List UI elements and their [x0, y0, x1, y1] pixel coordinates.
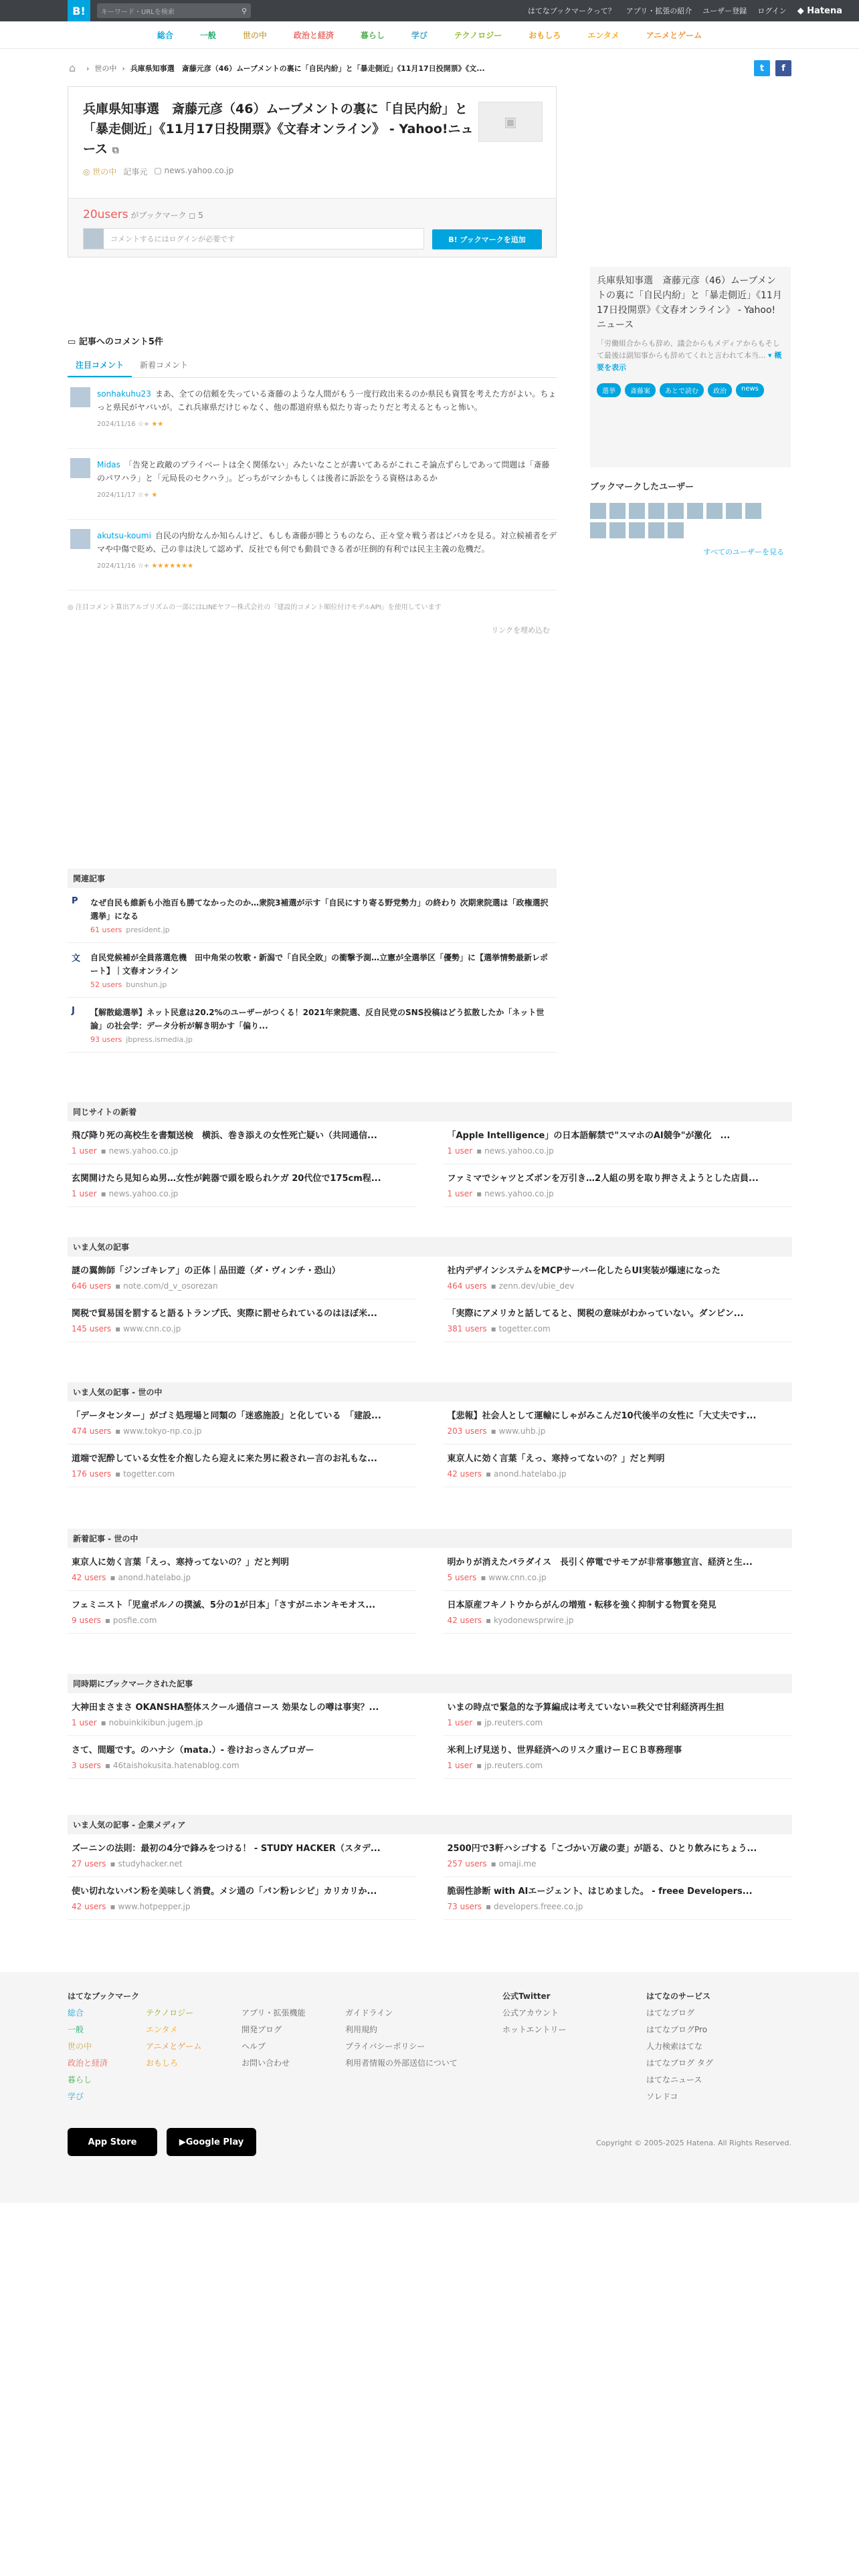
summary-desc: 「労働組合からも辞め、議会からもメディアからもそして最後は副知事からも辞めてくれと言われて本当... ▾ 概要を表示 — [597, 339, 782, 372]
footer-link[interactable]: プライバシーポリシー — [345, 2042, 425, 2051]
feed-heading: いま人気の記事 — [68, 1237, 792, 1257]
add-bookmark-button[interactable]: B! ブックマークを追加 — [432, 229, 542, 249]
favicon: ▪ — [100, 1718, 109, 1727]
feed-item-title[interactable]: 「実際にアメリカと話してると、関税の意味がわかっていない。ダンピン... — [447, 1309, 744, 1319]
avatar[interactable] — [70, 458, 90, 478]
comment-date[interactable]: 2024/11/16 — [97, 421, 136, 428]
register-link[interactable]: ユーザー登録 — [702, 7, 747, 15]
comment-item — [68, 520, 557, 591]
facebook-icon[interactable]: f — [775, 60, 791, 76]
footer-link[interactable]: 総合 — [68, 2008, 84, 2018]
twitter-icon[interactable]: t — [754, 60, 770, 76]
domain[interactable]: anond.hatelabo.jp — [118, 1573, 191, 1582]
feed-item — [444, 1402, 793, 1444]
domain[interactable]: www.cnn.co.jp — [123, 1324, 181, 1333]
footer-link[interactable]: ホットエントリー — [502, 2025, 567, 2034]
users-count[interactable]: 42 users — [447, 1469, 482, 1479]
tab-new-comments[interactable]: 新着コメント — [140, 360, 189, 370]
hatena-logo[interactable]: ◆ Hatena — [797, 5, 842, 16]
tag[interactable]: news — [736, 383, 764, 397]
comment-user[interactable]: akutsu-koumi — [97, 531, 151, 540]
domain[interactable]: studyhacker.net — [118, 1859, 183, 1868]
domain[interactable]: jp.reuters.com — [484, 1761, 543, 1770]
apps-link[interactable]: アプリ・拡張の紹介 — [626, 7, 692, 15]
user-avatar[interactable] — [590, 522, 606, 538]
footer-link[interactable]: エンタメ — [146, 2025, 178, 2034]
avatar — [84, 229, 104, 249]
feed-item-title[interactable]: 2500円で3軒ハシゴする「こづかい万歳の妻」が語る、ひとり飲みにちょう... — [447, 1844, 757, 1854]
user-avatar[interactable] — [726, 503, 742, 519]
feed-item-title[interactable]: ファミマでシャツとズボンを万引き…2人組の男を取り押さえようとした店員... — [447, 1174, 759, 1184]
comments-heading: ▭ 記事へのコメント5件 — [68, 337, 163, 347]
comment-meta — [97, 418, 557, 431]
category-tab[interactable]: 学び — [411, 30, 427, 40]
users-count[interactable]: 42 users — [447, 1616, 482, 1625]
related-title[interactable]: 自民党候補が全員落選危機 田中角栄の牧歌・新潟で「自民全敗」の衝撃予測…立憲が全選挙区「優勢」に【選挙情勢最新レポート】｜文春オンライン — [90, 953, 549, 976]
favicon: ▪ — [100, 1146, 109, 1156]
app-store-badge[interactable]: App Store — [68, 2128, 157, 2156]
users-count[interactable]: 257 users — [447, 1859, 487, 1868]
users-count[interactable]: 9 users — [72, 1616, 101, 1625]
avatar[interactable] — [70, 387, 90, 407]
feed-item-title[interactable]: 日本原産フキノトウからがんの増殖・転移を強く抑制する物質を発見 — [447, 1600, 717, 1610]
footer — [0, 1972, 859, 2203]
tag[interactable]: 斎藤案 — [625, 383, 656, 397]
feed-item — [68, 1257, 417, 1299]
domain[interactable]: note.com/d_v_osorezan — [123, 1281, 218, 1291]
site-favicon: J — [72, 1006, 75, 1016]
feed-item — [444, 1299, 793, 1342]
related-item — [68, 888, 557, 943]
related-heading: 関連記事 — [68, 869, 557, 888]
favicon: ▪ — [486, 1469, 494, 1479]
entry-thumbnail[interactable]: ▣ — [478, 102, 543, 142]
feed-item — [444, 1548, 793, 1591]
comment-text: 自民の内紛なんか知らんけど、もしも斎藤が勝とうものなら、正々堂々戦う者はどバカを見る。対立候補者をデマや中傷で貶め、己の非は決して認めず、反社でも何でも動員できる者が圧倒的有利では民主主義の危機だ。 — [97, 531, 557, 554]
copyright: Copyright © 2005-2025 Hatena. All Rights Reserved. — [595, 2139, 791, 2147]
favicon: ▪ — [476, 1146, 485, 1156]
feed-section — [68, 1674, 792, 1779]
user-avatar[interactable] — [629, 522, 645, 538]
footer-col-bookmark: はてなブックマーク 総合 一般 世の中 政治と経済 暮らし 学び — [68, 1988, 139, 2105]
all-users-link[interactable]: すべてのユーザーを見る — [703, 548, 784, 556]
related-info — [90, 980, 553, 989]
search-box[interactable] — [97, 3, 251, 18]
breadcrumb: ⌂ › 世の中 › 兵庫県知事選 斎藤元彦（46）ムーブメントの裏に「自民内紛」と「暴走側近」《11月17日投開票》《文... t f — [69, 60, 791, 76]
feed-item-title[interactable]: 「Apple Intelligence」の日本語解禁で"スマホのAI競争"が激化 ... — [447, 1131, 731, 1141]
tab-popular-comments[interactable]: 注目コメント — [68, 354, 132, 377]
domain[interactable]: anond.hatelabo.jp — [493, 1469, 567, 1479]
feed-item-title[interactable]: さて、間題です。のハナシ（mata.）- 巻けおっさんブロガー — [72, 1745, 314, 1755]
comments-section — [68, 334, 557, 635]
feed-item — [68, 1736, 417, 1779]
feed-item-title[interactable]: ズーニンの法則：最初の4分で鋒みをつける！ - STUDY HACKER（スタデ... — [72, 1844, 381, 1854]
breadcrumb-category[interactable]: 世の中 — [94, 64, 117, 73]
tag[interactable]: 政治 — [708, 383, 732, 397]
feed-item — [444, 1257, 793, 1299]
favicon: ▪ — [490, 1324, 499, 1333]
favicon: ▪ — [110, 1902, 118, 1911]
user-avatar[interactable] — [629, 503, 645, 519]
favicon: ▪ — [476, 1718, 485, 1727]
feed-item — [68, 1121, 417, 1164]
footer-col-policies — [345, 2005, 458, 2072]
users-count[interactable]: 42 users — [72, 1902, 106, 1911]
comment-meta — [97, 560, 557, 573]
domain[interactable]: bunshun.jp — [126, 980, 167, 989]
feed-item-title[interactable]: 大神田まさまさ OKANSHA整体スクール通信コース 効果なしの噂は事実？... — [72, 1703, 379, 1713]
comment-date[interactable]: 2024/11/16 — [97, 562, 136, 570]
domain[interactable]: news.yahoo.co.jp — [108, 1146, 179, 1156]
feed-section — [68, 1815, 792, 1920]
footer-link[interactable]: ソレドコ — [646, 2092, 678, 2101]
entry-title[interactable]: 兵庫県知事選 斎藤元彦（46）ムーブメントの裏に「自民内紛」と「暴走側近」《11月17日投開票》《文春オンライン》 - Yahoo!ニュース ⧉ — [83, 102, 474, 156]
footer-link[interactable]: 人力検索はてな — [646, 2042, 703, 2051]
domain[interactable]: jbpress.ismedia.jp — [126, 1035, 193, 1044]
favicon: ▪ — [476, 1761, 485, 1770]
footer-link[interactable]: はてなニュース — [646, 2075, 702, 2084]
site-favicon: 文 — [72, 954, 81, 964]
domain[interactable]: www.uhb.jp — [498, 1426, 546, 1436]
comment-placeholder: コメントするにはログインが必要です — [110, 235, 235, 243]
show-summary-link[interactable]: ▾ 概要を表示 — [597, 351, 782, 372]
footer-link[interactable]: 暮らし — [68, 2075, 92, 2084]
entry-summary-card — [590, 267, 791, 467]
footer-link[interactable]: ガイドライン — [345, 2008, 393, 2018]
user-avatar[interactable] — [590, 503, 606, 519]
favicon: ▪ — [480, 1573, 489, 1582]
favicon: ▪ — [486, 1902, 494, 1911]
favicon: ▪ — [100, 1189, 109, 1198]
share-buttons — [754, 60, 791, 76]
comment-user[interactable]: sonhakuhu23 — [97, 389, 151, 399]
google-play-badge[interactable]: ▶ Google Play — [167, 2128, 256, 2156]
login-link[interactable]: ログイン — [757, 7, 787, 15]
category-tab[interactable]: エンタメ — [587, 30, 619, 40]
top-bar — [0, 0, 859, 21]
feed-item — [444, 1693, 793, 1736]
about-link[interactable]: はてなブックマークって？ — [527, 7, 615, 15]
footer-link[interactable]: はてなブログ タグ — [646, 2058, 713, 2068]
feed-heading: いま人気の記事 - 世の中 — [68, 1382, 792, 1402]
favicon: ▪ — [115, 1281, 124, 1291]
entry-bookmark-area — [68, 198, 556, 257]
users-count[interactable]: 73 users — [447, 1902, 482, 1911]
user-avatar[interactable] — [745, 503, 761, 519]
related-item — [68, 943, 557, 998]
users-count[interactable]: 20users がブックマーク ◻ 5 — [83, 208, 203, 221]
feed-item-title[interactable]: 「データセンター」がゴミ処理場と同類の「迷惑施設」と化している 「建設... — [72, 1411, 381, 1421]
feed-item — [444, 1834, 793, 1877]
domain[interactable]: www.hotpepper.jp — [118, 1902, 191, 1911]
favicon: ▪ — [104, 1761, 113, 1770]
users-count[interactable]: 1 user — [447, 1189, 473, 1198]
footer-col-hatena: はてなのサービス はてなブログ はてなブログPro 人力検索はてな はてなブログ タグ はてなニュース ソレドコ — [646, 1988, 713, 2105]
feed-item — [68, 1444, 417, 1487]
feed-item-title[interactable]: 社内デザインシステムをMCPサーバー化したらUI実装が爆速になった — [447, 1266, 721, 1276]
avatar[interactable] — [70, 529, 90, 549]
category-tab[interactable]: テクノロジー — [454, 30, 502, 40]
feed-item — [444, 1121, 793, 1164]
algorithm-note: ◎ 注目コメント算出アルゴリズムの一部にはLINEヤフー株式会社の「建設的コメント順位付けモデルAPI」を使用しています — [68, 604, 442, 611]
comment-item — [68, 378, 557, 449]
sidebar — [590, 267, 791, 557]
feed-item-title[interactable]: 関税で貿易国を罰すると語るトランプ氏、実際に罰せられているのはほぼ米... — [72, 1309, 377, 1319]
favicon: ▪ — [115, 1324, 124, 1333]
feed-item-title[interactable]: 東京人に効く言葉「えっ、寒持ってないの？」だと判明 — [72, 1558, 290, 1568]
domain[interactable]: omaji.me — [498, 1859, 537, 1868]
feed-item — [68, 1693, 417, 1736]
domain[interactable]: zenn.dev/ubie_dev — [498, 1281, 575, 1291]
users-count[interactable]: 52 users — [90, 980, 122, 989]
footer-col-categories — [146, 2005, 201, 2072]
favicon: ▪ — [104, 1616, 113, 1625]
feed-item-title[interactable]: 明かりが消えたパラダイス 長引く停電でサモアが非常事態宣言、経済と生... — [447, 1558, 753, 1568]
comment-date[interactable]: 2024/11/17 — [97, 492, 136, 499]
related-articles — [68, 869, 557, 1053]
bookmark-users-title: ブックマークしたユーザー — [590, 482, 694, 492]
domain[interactable]: togetter.com — [123, 1469, 175, 1479]
user-avatar[interactable] — [648, 503, 664, 519]
user-avatar[interactable] — [687, 503, 703, 519]
related-info — [90, 926, 553, 934]
domain[interactable]: jp.reuters.com — [484, 1718, 543, 1727]
domain[interactable]: togetter.com — [498, 1324, 551, 1333]
feed-item — [444, 1444, 793, 1487]
feed-item — [68, 1548, 417, 1591]
footer-link[interactable]: 開発ブログ — [242, 2025, 282, 2034]
footer-link[interactable]: はてなブログ — [646, 2008, 695, 2018]
feed-section — [68, 1102, 792, 1207]
feed-item-title[interactable]: 【悲報】社会人として運輸にしゃがみこんだ10代後半の女性に「大丈夫です... — [447, 1411, 757, 1421]
top-links — [528, 5, 842, 16]
feed-item — [68, 1164, 417, 1207]
user-avatar[interactable] — [609, 522, 626, 538]
comment-item — [68, 449, 557, 520]
feed-heading: 同時期にブックマークされた記事 — [68, 1674, 792, 1693]
users-count[interactable]: 1 user — [72, 1718, 97, 1727]
feed-section — [68, 1382, 792, 1487]
feed-item-title[interactable]: 飛び降り死の高校生を書類送検 横浜、巻き添えの女性死亡疑い（共同通信... — [72, 1131, 377, 1141]
stars[interactable]: ★ — [151, 492, 158, 499]
domain[interactable]: news.yahoo.co.jp — [484, 1146, 554, 1156]
feed-heading: 同じサイトの新着 — [68, 1102, 792, 1121]
users-count[interactable]: 93 users — [90, 1035, 122, 1044]
related-info — [90, 1035, 553, 1044]
feed-heading: 新着記事 - 世の中 — [68, 1529, 792, 1548]
comment-tabs — [68, 354, 557, 378]
favicon: ▪ — [110, 1859, 118, 1868]
users-count[interactable]: 1 user — [447, 1146, 473, 1156]
external-link-icon: ⧉ — [112, 145, 119, 156]
domain[interactable]: 46taishokusita.hatenablog.com — [112, 1761, 240, 1770]
related-title[interactable]: なぜ自民も維新も小池百も勝てなかったのか…衆院3補選が示す「自民にすり寄る野党勢力」の終わり 次期衆院選は「政権選択選挙」になる — [90, 898, 549, 921]
footer-link[interactable]: 一般 — [68, 2025, 84, 2034]
users-count[interactable]: 1 user — [447, 1761, 473, 1770]
home-icon[interactable]: ⌂ — [69, 62, 76, 74]
feed-item — [68, 1402, 417, 1444]
footer-link[interactable]: 学び — [68, 2092, 84, 2101]
domain[interactable]: president.jp — [126, 926, 170, 934]
comment-user[interactable]: Midas — [97, 460, 120, 469]
comment-text: 「告発と政敵のプライベートは全く関係ない」みたいなことが書いてあるがこれこそ論点ずらしであって問題は「斎藤のパワハラ」と「元局長のセクハラ」。どっちがマシかもしくは後者に訴訟をうる資格はあるか — [97, 460, 550, 483]
footer-col-services — [242, 2005, 306, 2072]
domain[interactable]: news.yahoo.co.jp — [484, 1189, 554, 1198]
embed-link[interactable]: リンクを埋め込む — [491, 626, 550, 635]
users-count[interactable]: 27 users — [72, 1859, 106, 1868]
tag-list — [597, 383, 784, 397]
users-count[interactable]: 1 user — [447, 1718, 473, 1727]
favicon: ▪ — [476, 1189, 485, 1198]
favicon: ▪ — [115, 1426, 124, 1436]
feed-section — [68, 1529, 792, 1634]
category-tab[interactable]: おもしろ — [529, 30, 561, 40]
domain[interactable]: news.yahoo.co.jp — [108, 1189, 179, 1198]
favicon: ▪ — [110, 1573, 118, 1582]
entry-card — [68, 86, 557, 257]
footer-link[interactable]: ヘルプ — [242, 2042, 266, 2051]
category-tab[interactable]: 政治と経済 — [293, 30, 334, 40]
favicon: ▪ — [115, 1469, 124, 1479]
comment-input[interactable] — [83, 228, 424, 249]
domain[interactable]: www.tokyo-np.co.jp — [123, 1426, 202, 1436]
tag[interactable]: 選挙 — [597, 383, 621, 397]
footer-link[interactable]: はてなブログPro — [646, 2025, 708, 2034]
users-count[interactable]: 464 users — [447, 1281, 487, 1291]
site-favicon: P — [72, 896, 78, 906]
feed-item-title[interactable]: 使い切れないパン粉を美味しく消費。メシ通の「パン粉レシピ」カリカリか... — [72, 1887, 377, 1897]
users-count[interactable]: 203 users — [447, 1426, 487, 1436]
breadcrumb-title: 兵庫県知事選 斎藤元彦（46）ムーブメントの裏に「自民内紛」と「暴走側近」《11月17日投開票》《文... — [130, 64, 485, 73]
feed-item — [68, 1834, 417, 1877]
feed-item-title[interactable]: 脆弱性診断 with AIエージェント、はじめました。 - freee Developers... — [447, 1887, 753, 1897]
comment-body — [97, 458, 557, 519]
footer-link[interactable]: お問い合わせ — [242, 2058, 290, 2068]
feed-item — [444, 1877, 793, 1920]
feed-item — [68, 1299, 417, 1342]
category-nav — [0, 21, 859, 49]
stars[interactable]: ★★★★★★★ — [151, 562, 194, 570]
category-tab[interactable]: アニメとゲーム — [646, 30, 702, 40]
hatena-bookmark-logo[interactable]: B! — [68, 0, 90, 21]
feed-item — [68, 1591, 417, 1634]
user-avatar[interactable] — [706, 503, 723, 519]
users-count[interactable]: 145 users — [72, 1324, 112, 1333]
footer-link[interactable]: 利用者情報の外部送信について — [345, 2058, 458, 2068]
feed-item — [444, 1736, 793, 1779]
user-avatar[interactable] — [668, 503, 684, 519]
comment-meta — [97, 489, 557, 502]
feed-item-title[interactable]: 米利上げ見送り、世界経済へのリスク重けーＥＣＢ専務理事 — [447, 1745, 682, 1755]
users-count[interactable]: 3 users — [72, 1761, 101, 1770]
comment-icon: ◻ — [189, 211, 196, 220]
users-count[interactable]: 646 users — [72, 1281, 112, 1291]
feed-item-title[interactable]: 東京人に効く言葉「えっ、寒持ってないの？」だと判明 — [447, 1454, 665, 1464]
user-avatar[interactable] — [609, 503, 626, 519]
category-tab[interactable]: 一般 — [199, 30, 216, 40]
feed-item — [444, 1164, 793, 1207]
stars[interactable]: ★★ — [151, 421, 164, 428]
comment-body — [97, 387, 557, 448]
users-count[interactable]: 1 user — [72, 1189, 97, 1198]
users-count[interactable]: 381 users — [447, 1324, 487, 1333]
add-star-icon[interactable]: ☆+ — [135, 562, 152, 570]
category-tab[interactable]: 総合 — [157, 30, 173, 40]
search-placeholder[interactable]: キーワード・URLを検索 — [101, 8, 175, 16]
domain[interactable]: developers.freee.co.jp — [493, 1902, 583, 1911]
record-label: 記事元 — [123, 167, 148, 177]
comment-text: まあ、全ての信頼を失っている斎藤のような人間がもう一度行政出来るのか県民も資質を考えた方がよい。ちょっと県民がヤバいが。これ兵庫県だけじゃなく、他の都道府県も似たり寄ったりだと考えるともっと怖い。 — [97, 389, 557, 412]
domain[interactable]: nobuinkikibun.jugem.jp — [108, 1718, 203, 1727]
footer-col-twitter: 公式Twitter 公式アカウント ホットエントリー — [502, 1988, 567, 2038]
related-title[interactable]: 【解散総選挙】ネット民意は20.2%のユーザーがつくる！2021年衆院選、反自民党のSNS投稿はどう拡散したか「ネット世論」の社会学：データ分析が解き明かす「偏り... — [90, 1008, 545, 1031]
domain[interactable]: kyodonewsprwire.jp — [493, 1616, 574, 1625]
add-star-icon[interactable]: ☆+ — [135, 492, 152, 499]
comment-body — [97, 529, 557, 590]
domain[interactable]: posfie.com — [112, 1616, 157, 1625]
footer-link[interactable]: アプリ・拡張機能 — [242, 2008, 306, 2018]
feed-item — [68, 1877, 417, 1920]
users-count[interactable]: 176 users — [72, 1469, 112, 1479]
add-star-icon[interactable]: ☆+ — [135, 421, 152, 428]
search-icon[interactable]: ⚲ — [241, 6, 247, 15]
related-item — [68, 998, 557, 1053]
category-tab[interactable]: 世の中 — [242, 30, 267, 40]
feed-item — [444, 1591, 793, 1634]
users-count[interactable]: 42 users — [72, 1573, 106, 1582]
feed-item-title[interactable]: 謎の翼飾師「ジンゴキレア」の正体｜品田遊（ダ・ヴィンチ・恐山） — [72, 1266, 341, 1276]
footer-link[interactable]: 政治と経済 — [68, 2058, 108, 2068]
footer-link[interactable]: アニメとゲーム — [146, 2042, 202, 2051]
category-tab[interactable]: 暮らし — [360, 30, 385, 40]
feed-item-title[interactable]: 道端で泥酔している女性を介抱したら迎えに来た男に殺されー言のお礼もな... — [72, 1454, 377, 1464]
users-count[interactable]: 1 user — [72, 1146, 97, 1156]
user-avatar[interactable] — [668, 522, 684, 538]
summary-title[interactable]: 兵庫県知事選 斎藤元彦（46）ムーブメントの裏に「自民内紛」と「暴走側近」《11月17日投開票》《文春オンライン》 - Yahoo!ニュース — [597, 276, 782, 330]
users-count[interactable]: 61 users — [90, 926, 122, 934]
feed-item-title[interactable]: いまの時点で緊急的な予算編成は考えていない=秩父で甘利経済再生担 — [447, 1703, 725, 1713]
footer-link[interactable]: おもしろ — [146, 2058, 179, 2068]
users-count[interactable]: 5 users — [447, 1573, 477, 1582]
favicon: ▪ — [490, 1281, 499, 1291]
favicon: ▪ — [490, 1859, 499, 1868]
footer-link[interactable]: テクノロジー — [146, 2008, 194, 2018]
domain[interactable]: www.cnn.co.jp — [488, 1573, 547, 1582]
footer-link[interactable]: 世の中 — [68, 2042, 92, 2051]
footer-link[interactable]: 利用規約 — [345, 2025, 378, 2034]
footer-link[interactable]: 公式アカウント — [502, 2008, 559, 2018]
favicon: ▪ — [490, 1426, 499, 1436]
feed-section — [68, 1237, 792, 1342]
feed-item-title[interactable]: 玄関開けたら見知らぬ男…女性が鈍器で頭を殴られケガ 20代位で175cm程... — [72, 1174, 381, 1184]
favicon: ▪ — [486, 1616, 494, 1625]
category-label[interactable]: ◎ 世の中 — [83, 167, 117, 177]
tag[interactable]: あとで読む — [660, 383, 704, 397]
domain-link[interactable]: ▢ news.yahoo.co.jp — [154, 166, 234, 175]
users-count[interactable]: 474 users — [72, 1426, 112, 1436]
feed-item-title[interactable]: フェミニスト「児童ポルノの撲滅、5分の1が日本」「さすがニホンキモオス... — [72, 1600, 376, 1610]
entry-meta — [83, 166, 233, 177]
user-avatar[interactable] — [648, 522, 664, 538]
bookmark-users-avatars — [590, 503, 771, 538]
feed-heading: いま人気の記事 - 企業メディア — [68, 1815, 792, 1834]
